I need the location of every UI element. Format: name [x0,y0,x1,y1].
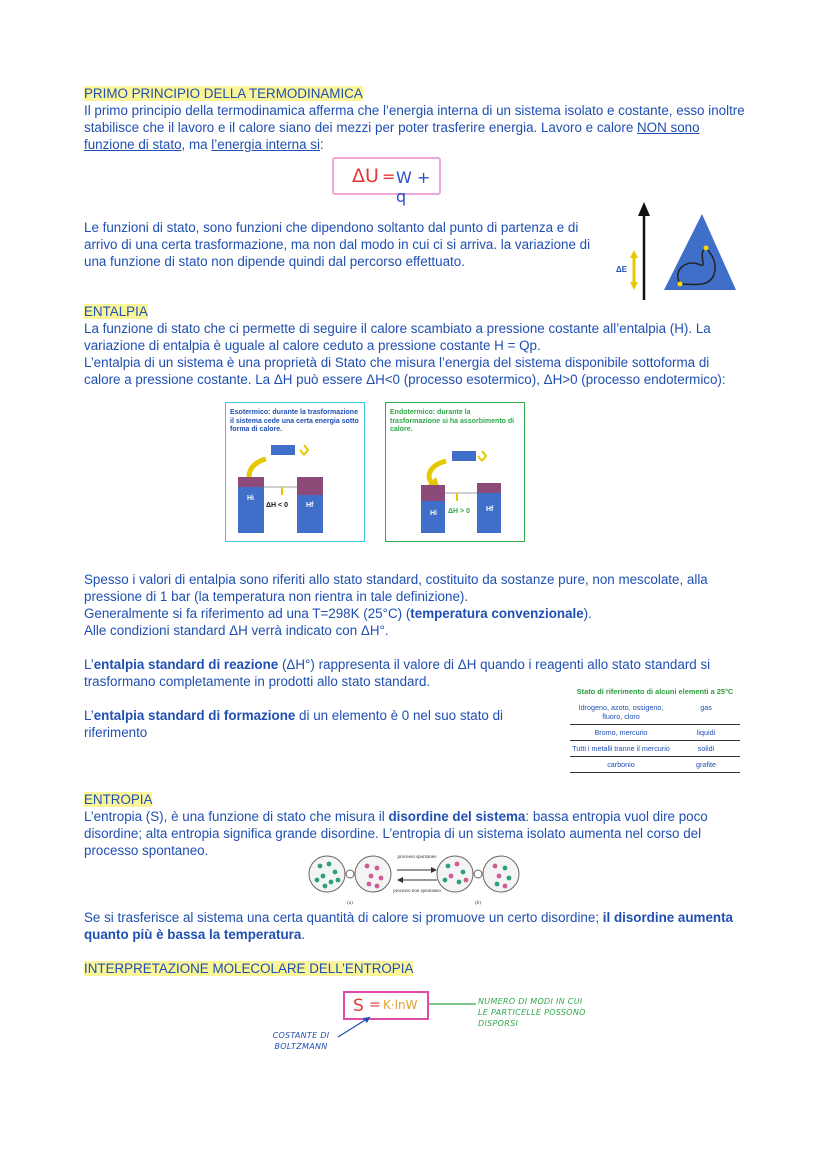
hi-bar [238,487,264,533]
formula-delta-u: ΔU [352,165,379,187]
hf-label: Hf [486,506,494,513]
non-spontaneous-label: processo non spontaneo [393,889,441,894]
formula-k-ln-w: K·lnW [383,998,418,1012]
state-function-diagram [612,198,742,306]
delta-h-label: ΔH < 0 [266,502,288,509]
entropy-paragraph: L’entropia (S), è una funzione di stato che misura il disordine del sistema: bassa entropia vuol dire poco disordine; alta entropia significa grande disordine. L’entropia di un sistema isolato aumenta nel corso del processo spontaneo. [84,809,708,858]
table-row: Bromo, mercurio liquidi [570,725,740,741]
section-heading-molecular-entropy: INTERPRETAZIONE MOLECOLARE DELL’ENTROPIA [84,961,414,976]
standard-delta-h-line: Alle condizioni standard ΔH verrà indicato con ΔH°. [84,623,389,638]
standard-state-paragraph: Spesso i valori di entalpia sono riferiti allo stato standard, costituito da sostanze pure, non mescolate, alla pressione di 1 bar (la temperatura non rientra in tale definizione). [84,572,708,604]
enthalpy-paragraph: La funzione di stato che ci permette di seguire il calore scambiato a pressione costante all’entalpia (H). La variazione di entalpia è uguale al calore ceduto a pressione costante H = Qp. L’entalpia di un sistema è una proprietà di Stato che misura l’energia del sistema disponibile sottoforma di calore a pressione costante. La ΔH può essere ΔH<0 (processo esotermico), ΔH>0 (processo endotermico): [84,321,726,387]
exothermic-caption: Esotermico: durante la trasformazione il sistema cede una certa energia sotto forma di calore. [230,409,359,433]
endothermic-panel [385,402,525,542]
annotation-arrows [330,995,480,1045]
section-heading-first-law: PRIMO PRINCIPIO DELLA TERMODINAMICA [84,86,363,101]
first-law-formula-box [332,157,441,206]
table-row: Tutti i metalli tranne il mercurio solidi [570,741,740,757]
formation-enthalpy-paragraph: L’entalpia standard di formazione di un elemento è 0 nel suo stato di riferimento [84,708,504,740]
exothermic-panel [225,402,365,542]
formula-w-plus-q: W + q [396,168,431,206]
boltzmann-constant-note: COSTANTE DI BOLTZMANN [272,1031,330,1051]
hi-bar [421,501,445,533]
first-law-paragraph: Il primo principio della termodinamica afferma che l’energia interna di un sistema isolato e costante, esso inoltre stabilisce che il lavoro e il calore siano dei mezzi per poter trasferire energia. Lavoro e calore NON sono funzione di stato, ma l’energia interna si: [84,103,745,152]
reference-table-title: Stato di riferimento di alcuni elementi a 25°C [576,687,734,696]
formula-equals: = [369,997,381,1013]
table-row: Idrogeno, azoto, ossigeno, fluoro, cloro gas [570,700,740,725]
state-functions-paragraph: Le funzioni di stato, sono funzioni che dipendono soltanto dal punto di partenza e di arrivo di una certa trasformazione, ma non dal modo in cui ci si arriva. la variazione di una funzione di stato non dipende quindi dal percorso effettuato. [84,220,591,269]
heat-disorder-paragraph: Se si trasferisce al sistema una certa quantità di calore si promuove un certo disordine; il disordine aumenta quanto più è bassa la temperatura. [84,910,733,942]
number-of-arrangements-note: NUMERO DI MODI IN CUI LE PARTICELLE POSSONO DISPORSI [478,997,586,1028]
section-heading-entropy: ENTROPIA [84,792,153,807]
section-heading-enthalpy: ENTALPIA [84,304,148,319]
formula-equals: = [382,167,396,186]
axis-arrow-icon [638,202,650,216]
hf-label: Hf [306,502,314,509]
not-state-function: NON sono funzione di stato [84,120,700,152]
svg-text:(b): (b) [475,901,481,906]
spontaneous-label: processo spontaneo [397,855,437,860]
conventional-temperature-line: Generalmente si fa riferimento ad una T=298K (25°C) (temperatura convenzionale). [84,606,592,621]
reaction-enthalpy-paragraph: L’entalpia standard di reazione (ΔH°) rappresenta il valore di ΔH quando i reagenti allo stato standard si trasformano completamente in prodotti allo stato standard. [84,657,711,689]
delta-h-label: ΔH > 0 [448,508,470,515]
entropy-process-figure [305,850,525,906]
table-row: carbonio grafite [570,757,740,773]
hf-bar [477,493,501,533]
delta-e-label: ΔE [616,265,628,274]
internal-energy-link: l’energia interna si [211,137,320,152]
state-triangle [664,214,736,290]
hi-label: Hi [430,510,437,517]
reference-state-table [570,700,740,773]
formula-s: S [353,996,364,1016]
hi-label: Hi [247,495,254,502]
endothermic-caption: Endotermico: durante la trasformazione si ha assorbimento di calore. [390,409,515,433]
hf-bar [297,495,323,533]
svg-text:(a): (a) [347,901,353,906]
